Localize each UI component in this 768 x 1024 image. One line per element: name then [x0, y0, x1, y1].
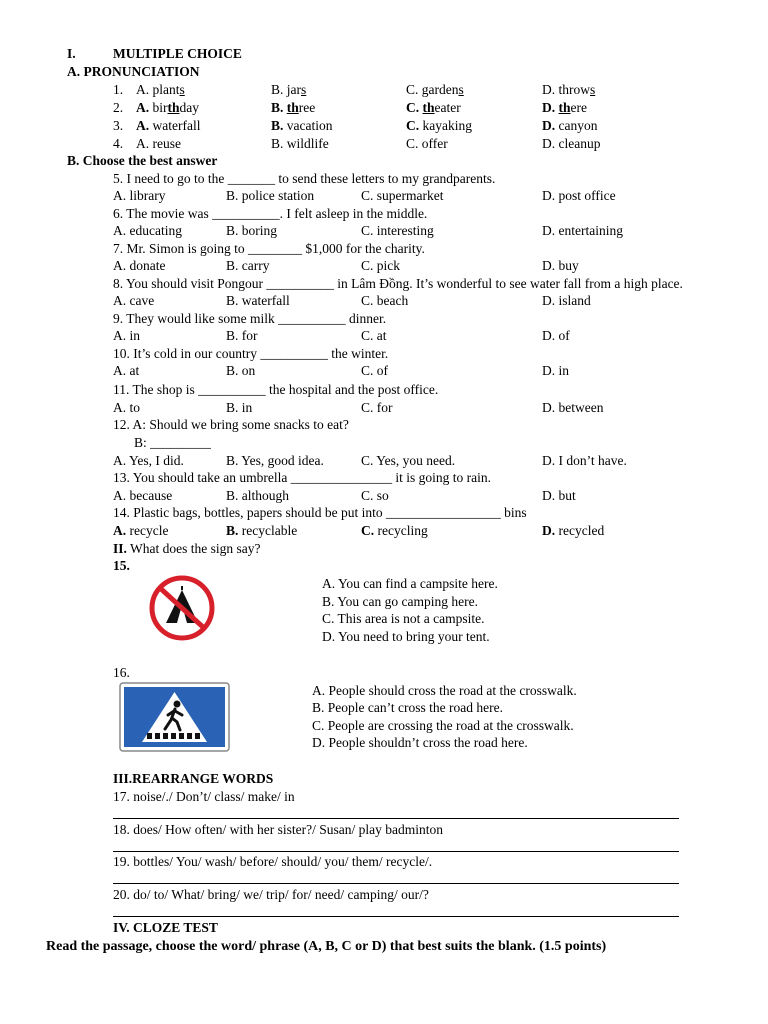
section-title: III.REARRANGE WORDS	[113, 771, 274, 786]
option: C. kayaking	[406, 118, 472, 133]
answer-option: C. People are crossing the road at the crosswalk.	[312, 718, 574, 733]
answer-option: C. so	[361, 488, 389, 503]
answer-option: C. at	[361, 328, 387, 343]
rearrange-item: 20. do/ to/ What/ bring/ we/ trip/ for/ need/ camping/ our/?	[113, 887, 429, 902]
option: D. cleanup	[542, 136, 601, 151]
question-text: 7. Mr. Simon is going to ________ $1,000 for the charity.	[113, 241, 425, 256]
section-heading: II. What does the sign say?	[113, 541, 261, 556]
answer-option: C. This area is not a campsite.	[322, 611, 485, 626]
answer-option: A. donate	[113, 258, 166, 273]
subsection-title: A. PRONUNCIATION	[67, 64, 200, 79]
option: B. vacation	[271, 118, 333, 133]
instruction-text: Read the passage, choose the word/ phrase (A, B, C or D) that best suits the blank. (1.5 points)	[46, 939, 607, 954]
answer-option: A. You can find a campsite here.	[322, 576, 498, 591]
question-text: 12. A: Should we bring some snacks to eat?	[113, 417, 349, 432]
option: B. three	[271, 100, 316, 115]
question-number: 16.	[113, 665, 130, 680]
answer-option: B. although	[226, 488, 289, 503]
rearrange-item: 17. noise/./ Don’t/ class/ make/ in	[113, 789, 295, 804]
answer-option: D. recycled	[542, 523, 605, 538]
answer-option: B. on	[226, 363, 256, 378]
answer-option: D. People shouldn’t cross the road here.	[312, 735, 528, 750]
answer-option: D. buy	[542, 258, 579, 273]
question-number: 2.	[113, 100, 124, 115]
answer-line	[113, 916, 679, 917]
answer-option: B. recyclable	[226, 523, 298, 538]
question-number: 1.	[113, 82, 124, 97]
answer-option: C. pick	[361, 258, 400, 273]
question-number: 3.	[113, 118, 124, 133]
answer-option: A. Yes, I did.	[113, 453, 184, 468]
question-text: 10. It’s cold in our country __________ the winter.	[113, 346, 389, 361]
answer-option: D. I don’t have.	[542, 453, 627, 468]
question-text: 5. I need to go to the _______ to send these letters to my grandparents.	[113, 171, 496, 186]
answer-option: C. of	[361, 363, 388, 378]
answer-option: A. to	[113, 400, 140, 415]
question-text: 9. They would like some milk __________ dinner.	[113, 311, 387, 326]
answer-option: D. but	[542, 488, 576, 503]
answer-line	[113, 883, 679, 884]
subsection-title: B. Choose the best answer	[67, 153, 218, 168]
answer-option: B. Yes, good idea.	[226, 453, 324, 468]
answer-option: A. at	[113, 363, 140, 378]
answer-option: D. entertaining	[542, 223, 623, 238]
answer-option: D. between	[542, 400, 604, 415]
option: B. wildlife	[271, 136, 329, 151]
question-text: 14. Plastic bags, bottles, papers should be put into _________________ bins	[113, 505, 527, 520]
answer-option: B. boring	[226, 223, 278, 238]
answer-option: D. in	[542, 363, 569, 378]
rearrange-item: 18. does/ How often/ with her sister?/ Susan/ play badminton	[113, 822, 443, 837]
option: C. gardens	[406, 82, 464, 97]
section-title: MULTIPLE CHOICE	[113, 46, 242, 61]
no-camping-sign-icon	[145, 575, 219, 641]
answer-option: C. recycling	[361, 523, 428, 538]
pedestrian-crossing-sign-icon	[119, 682, 230, 752]
answer-option: C. Yes, you need.	[361, 453, 456, 468]
option: C. offer	[406, 136, 448, 151]
answer-option: B. police station	[226, 188, 315, 203]
question-text: 13. You should take an umbrella _______________ it is going to rain.	[113, 470, 491, 485]
option: A. birthday	[136, 100, 200, 115]
answer-option: A. educating	[113, 223, 182, 238]
option: B. jars	[271, 82, 307, 97]
question-text: B: _________	[134, 435, 211, 450]
option: A. waterfall	[136, 118, 201, 133]
section-title: IV. CLOZE TEST	[113, 920, 218, 935]
answer-option: B. carry	[226, 258, 270, 273]
option: D. there	[542, 100, 587, 115]
answer-option: C. supermarket	[361, 188, 444, 203]
answer-line	[113, 851, 679, 852]
answer-option: C. beach	[361, 293, 409, 308]
question-text: 11. The shop is __________ the hospital and the post office.	[113, 382, 439, 397]
answer-option: C. interesting	[361, 223, 434, 238]
question-text: 6. The movie was __________. I felt asleep in the middle.	[113, 206, 428, 221]
answer-option: A. library	[113, 188, 166, 203]
answer-option: A. recycle	[113, 523, 169, 538]
answer-line	[113, 818, 679, 819]
option: D. throws	[542, 82, 596, 97]
answer-option: D. post office	[542, 188, 616, 203]
answer-option: A. cave	[113, 293, 155, 308]
option: A. plants	[136, 82, 185, 97]
answer-option: B. You can go camping here.	[322, 594, 478, 609]
answer-option: B. in	[226, 400, 253, 415]
option: C. theater	[406, 100, 461, 115]
answer-option: B. for	[226, 328, 258, 343]
question-number: 15.	[113, 558, 130, 573]
question-text: 8. You should visit Pongour __________ in Lâm Đồng. It’s wonderful to see water fall from a high place.	[113, 276, 683, 291]
answer-option: A. in	[113, 328, 140, 343]
option: D. canyon	[542, 118, 598, 133]
answer-option: D. island	[542, 293, 591, 308]
answer-option: A. because	[113, 488, 173, 503]
question-number: 4.	[113, 136, 124, 151]
answer-option: C. for	[361, 400, 393, 415]
answer-option: D. You need to bring your tent.	[322, 629, 490, 644]
answer-option: B. People can’t cross the road here.	[312, 700, 503, 715]
answer-option: A. People should cross the road at the crosswalk.	[312, 683, 577, 698]
option: A. reuse	[136, 136, 181, 151]
section-number: I.	[67, 46, 76, 61]
answer-option: B. waterfall	[226, 293, 290, 308]
answer-option: D. of	[542, 328, 570, 343]
rearrange-item: 19. bottles/ You/ wash/ before/ should/ you/ them/ recycle/.	[113, 854, 433, 869]
